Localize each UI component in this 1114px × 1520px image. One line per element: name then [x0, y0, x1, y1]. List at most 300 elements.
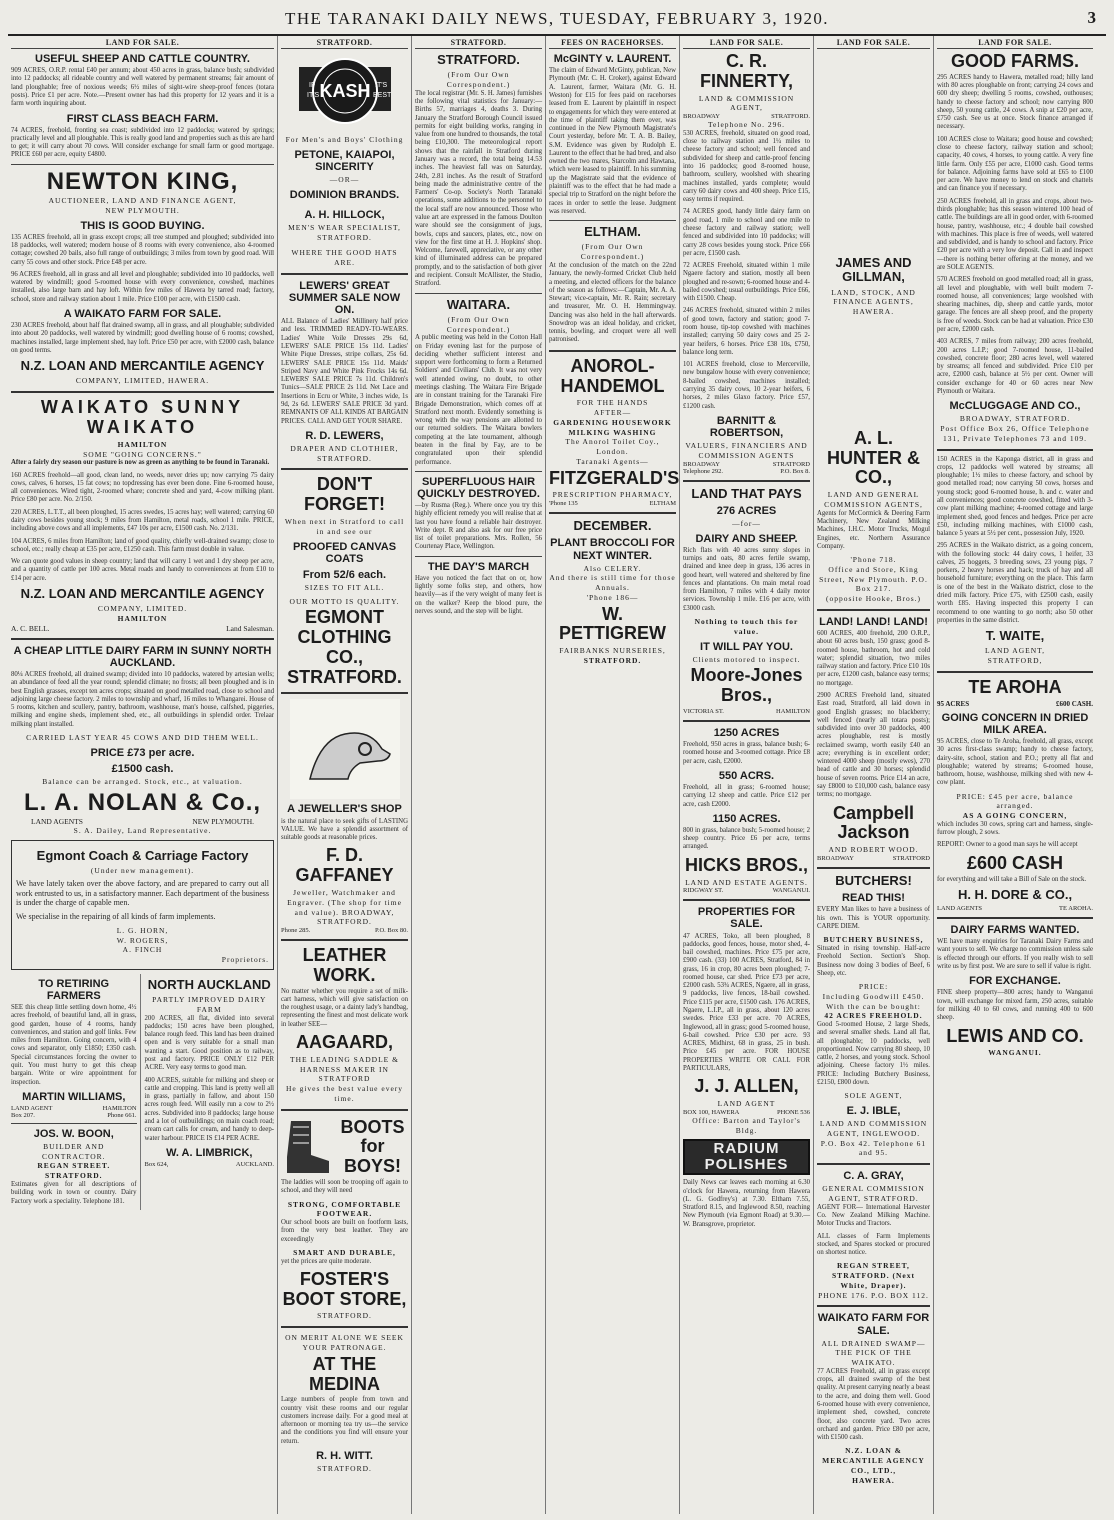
- ad-text: 74 ACRES, freehold, fronting sea coast; subdivided into 12 paddocks; watered by springs; practically level and all ploughable. This is really good land and properties such as this are hard to get; it will carry about 70 cows. Will consider exchange for small farm or good mortgage. PRICE £60 per acre, equity £4800.: [11, 126, 274, 159]
- divider: [549, 220, 676, 221]
- divider: [937, 449, 1093, 451]
- column-6: [814, 36, 934, 1514]
- ad-text: We can quote good values in sheep country; land that will carry 1 wet and 1 dry sheep per acre, and a quantity of cattle per 100 acres. Metal roads and handy to conveniences at from £10 to £14 per acre.: [11, 558, 274, 582]
- ad-heading: THE DAY'S MARCH: [427, 560, 530, 573]
- merchant-tagline: WHERE THE GOOD HATS ARE.: [291, 248, 398, 268]
- ad-text: —by Rusma (Reg.). Where once you try this highly efficient remedy you will realise that at last you have found a reliable hair destroyer. Write dept. R and also ask for our free price list of toilet preparations. Mrs. Rollen, 56 Courtenay Place, Wellington.: [415, 502, 542, 551]
- divider: [11, 391, 274, 393]
- ad-heading: ANOROL-HANDEMOL: [560, 355, 665, 396]
- ad-subheading: 42 ACRES FREEHOLD.: [824, 1011, 923, 1021]
- page-number: 3: [1087, 8, 1096, 27]
- agent-box: Box 207.: [11, 1111, 35, 1119]
- agent-town: HAMILTON: [102, 1104, 137, 1112]
- street: RIDGWAY ST.: [683, 887, 724, 895]
- agent-town: AUCKLAND.: [235, 1160, 274, 1168]
- bottom-split: [11, 974, 274, 1210]
- byline: (From Our Own Correspondent.): [446, 70, 511, 90]
- svg-text:IT'S: IT'S: [306, 92, 319, 99]
- divider: [11, 164, 274, 165]
- ad-heading: DAIRY FARMS WANTED.: [950, 924, 1080, 937]
- ad-text: 80¼ ACRES freehold, all drained swamp; divided into 10 paddocks, watered by artesian wells; an abundance of feed all the year round; splendid climate; no frosts; all been ploughed and is in best English grasses, except ten acres crops; situated on good metalled road, close to school and adjoining large cheese factory. 2 miles to township and wharf, 16 miles to Whangarei. House of 5 rooms, kitchen and scullery, pantry, bathroom, washhouse, man's house, calfshed, piggeries, milking and engine sheds, implement shed, etc., all outbuildings in splendid order. Trelaar milking plant installed.: [11, 670, 274, 728]
- agent-name: A. C. BELL.: [11, 623, 50, 633]
- ad-text: 104 ACRES, 6 miles from Hamilton; land of good quality, chiefly well-drained swamp; close to school, etc.; really cheap at £35 per acre, £1250 cash. This farm must double in value.: [11, 537, 274, 553]
- agent-name: MARTIN WILLIAMS,: [22, 1090, 126, 1103]
- spanned-space: [817, 52, 930, 252]
- agency-line: [683, 708, 810, 715]
- ad-note: Clients motored to inspect.: [692, 654, 801, 664]
- merchant-town: STRATFORD.: [583, 655, 642, 665]
- box: BOX 100, HAWERA: [683, 1108, 740, 1116]
- agency-town: STRATFORD,: [987, 656, 1043, 666]
- cash: £600 CASH.: [1056, 699, 1093, 708]
- section-header: FEES ON RACEHORSES.: [549, 36, 676, 49]
- ad-subheading: FOR THE HANDS: [576, 398, 649, 408]
- builder-address: REGAN STREET. STRATFORD.: [37, 1161, 111, 1181]
- ad-text: 403 ACRES, 7 miles from railway; 200 acres freehold, 200 acres L.I.P.; good 7-roomed house, 11-bailed cowshed, concrete floor; 280 acres level, well watered by streams; all fenced and subdivided. Price £10 per acre, £2000 cash, balance at 5½ per cent. Owner will consider exchange for 40 or 60 acres near New Plymouth or Waitara.: [937, 338, 1093, 395]
- divider: [817, 1305, 930, 1307]
- merchant-sub: FAIRBANKS NURSERIES,: [559, 646, 666, 656]
- merchant-name: A. H. HILLOCK,: [304, 208, 385, 221]
- agency-subtitle: AND ROBERT WOOD.: [828, 845, 919, 855]
- ad-subheading: ALL DRAINED SWAMP—THE PICK OF THE WAIKATO.: [821, 1338, 926, 1368]
- boots-ad-top: [281, 1116, 408, 1179]
- hand-ring-icon: [290, 699, 400, 799]
- ad-heading: FIRST CLASS BEACH FARM.: [66, 112, 219, 125]
- ad-text: 246 ACRES freehold, situated within 2 miles of good town, factory and station; good 7-room house, tip-top cowshed with machines installed; carrying 50 dairy cows and 25 2-year heifers, 6 horses. Price £38 10s, £750, balance long term.: [683, 307, 810, 356]
- office: Office: Barton and Taylor's Bldg.: [692, 1115, 801, 1135]
- agency-line: [11, 817, 274, 826]
- role: LAND AGENTS: [937, 905, 982, 913]
- ad-text: 530 ACRES, freehold, situated on good road, close to railway station and 1¼ miles to cheese factory and school; well fenced and subdivided for sheep and cattle-proof fencing into 16 paddocks; good 8-roomed house, bathroom, scullery, woolshed with shearing machines installed, yards complete; would carry 60 dairy cows and 400 sheep. Price £15, easy terms if required.: [683, 129, 810, 204]
- ad-motto: OUR MOTTO IS QUALITY.: [289, 596, 400, 606]
- divider: [281, 1326, 408, 1328]
- box: P.O. Box 80.: [374, 927, 408, 934]
- ad-text: 600 ACRES, 400 freehold, 200 O.R.P., about 60 acres bush, 150 grass; good 8-roomed house, bathroom, hot and cold water; splendid situation, two miles railway station and factory. Price £10 10s per acre, £1200 cash, balance easy terms; no mortgage.: [817, 629, 930, 687]
- agency-subtitle: GENERAL COMMISSION AGENT, STRATFORD.: [822, 1184, 925, 1203]
- ad-note: Balance can be arranged. Stock, etc., at valuation.: [42, 776, 243, 786]
- ad-heading: TE AROHA: [968, 676, 1062, 697]
- agency-name: Campbell Jackson: [832, 802, 915, 843]
- ad-subheading: READ THIS!: [842, 892, 905, 905]
- town: STRATFORD.: [771, 113, 810, 121]
- ad-intro: After a fairly dry season our pasture is now as green as anything to be found in Taranaki.: [11, 459, 270, 467]
- street: BROADWAY: [683, 460, 720, 468]
- agency-line: [937, 905, 1093, 912]
- divider: [415, 293, 542, 294]
- ad-text: PLANT BROCCOLI FOR NEXT WINTER.: [550, 537, 675, 562]
- agency-subtitle: LAND AND COMMISSION AGENT, INGLEWOOD.: [819, 1119, 928, 1138]
- ad-text: Daily News car leaves each morning at 6.30 o'clock for Hawera, returning from Hawera (L. G. Godfrey's) at 7.30. Eltham 7.55, Stratford 8.15, and Inglewood 8.50, reaching New Plymouth (via Egmont Road) at 9.30.—W. Bransgrove, proprietor.: [683, 1179, 810, 1228]
- ad-price: From 52/6 each.: [302, 568, 387, 581]
- phone: 'Phone 718.: [850, 555, 897, 565]
- ad-text: We have lately taken over the above factory, and are prepared to carry out all work entrusted to us, in a satisfactory manner. Each department of the business is under the charge of capable men.: [16, 878, 269, 908]
- article-text: The claim of Edward McGinty, publican, New Plymouth (Mr. C. H. Croker), against Edward A. Laurent, farmer, Waitara (Mr. G. H. Weston) for £15 for fees paid on racehorses leased from E. Laurent by plaintiff in respect to engagements for which they were entered at the time of plaintiff taking them over, was continued in the New Plymouth Magistrate's Court yesterday, before Mr. T. A. B. Bailey, S.M. Evidence was given by Rudolph E. Laurent to the effect that he had bred, and also owned the two mares, Starcolm and Hawtana, which were leased to plaintiff. In his summing up the Magistrate said that the evidence of plaintiff was to the effect that he had made a special trip to Stratford on the night before the races in order to settle the lease. Judgment was reserved.: [549, 67, 677, 215]
- ad-heading: WAIKATO SUNNY WAIKATO: [40, 397, 245, 438]
- town: STRATFORD: [892, 854, 930, 862]
- ad-heading: A JEWELLER'S SHOP: [287, 803, 402, 816]
- ad-text: 570 ACRES freehold on good metalled road; all in grass, all level and ploughable, with well built modern 7-roomed house, all conveniences; large woolshed with shearing machines, dip, sheep and cattle yards, motor garage. The fences are all sheep proof, and the property is free of weeds. Stock can be had at valuation. Price £30 per acre, £2000 cash.: [937, 276, 1093, 333]
- column-1: [8, 36, 278, 1514]
- ad-text: —for—: [732, 518, 761, 528]
- divider: [817, 609, 930, 611]
- ad-text: EVERY Man likes to have a business of his own. This is YOUR opportunity. CARPE DIEM.: [817, 906, 930, 930]
- agent-phone: Phone 661.: [107, 1111, 137, 1119]
- ad-text: FINE sheep property—800 acres; handy to Wanganui town, will exchange for mixed farm, 250 acres, suitable for milking 40 to 60 cows, and running 400 to 600 sheep.: [937, 989, 1093, 1022]
- ad-note: IT WILL PAY YOU.: [700, 640, 793, 653]
- merchant-name: FITZGERALD'S: [549, 467, 680, 488]
- ad-heading: LEWERS' GREAT SUMMER SALE NOW ON.: [288, 279, 401, 317]
- phone: PHONE 536: [776, 1108, 810, 1116]
- merchant-tagline: He gives the best value every time.: [285, 1084, 404, 1103]
- proprietor: W. ROGERS,: [116, 935, 169, 945]
- agency-subtitle: LAND AGENT,: [984, 646, 1046, 656]
- ad-note: SIZES TO FIT ALL.: [304, 582, 385, 592]
- contact-line: [549, 500, 676, 507]
- ad-text: 400 ACRES, suitable for milking and sheep or cattle and cropping. This land is pretty well all in grass, partially in fallow, and about 150 acres rough feed. Will easily run a cow to 2½ acres. Subdivided into 8 paddocks; large house and a lot of outbuildings; on main coach road; cream cart calls for cream, and handy to deep-water harbour. PRICE IS £14 PER ACRE.: [144, 1076, 274, 1142]
- ad-text: 74 ACRES good, handy little dairy farm on good road, 1 mile to school and one mile to cheese factory and railway station; well fenced and subdivided into 10 paddocks; will carry 28 cows besides young stock. Price £66 per acre, £1500 cash.: [683, 208, 810, 257]
- spanned-space: [817, 317, 930, 427]
- ad-heading: DECEMBER.: [573, 518, 652, 534]
- ad-subheading: GOING CONCERN IN DRIED MILK AREA.: [941, 711, 1089, 736]
- article-heading: WAITARA.: [446, 296, 511, 312]
- ad-text: AGENT FOR— International Harvester Co. New Zealand Milking Machine. Motor Trucks and Tractors.: [817, 1203, 930, 1228]
- ad-text: For Men's and Boys' Clothing: [285, 135, 404, 144]
- phone: 'Phone 186—: [586, 592, 639, 602]
- agent-line: [11, 624, 274, 633]
- ad-tagline: ON MERIT ALONE WE SEEK YOUR PATRONAGE.: [285, 1333, 404, 1352]
- street: VICTORIA ST.: [683, 707, 724, 715]
- masthead: [8, 6, 1106, 36]
- column-3: [412, 36, 546, 1514]
- ad-heading: 550 ACRS.: [718, 769, 775, 782]
- town: STRATFORD: [772, 460, 810, 468]
- ad-note: Including Goodwill £450.: [822, 991, 925, 1001]
- ad-note: With the can be bought:: [826, 1001, 921, 1011]
- agency-name: Moore-Jones Bros.,: [690, 665, 803, 706]
- column-7: [934, 36, 1096, 1514]
- section-header: LAND FOR SALE.: [11, 36, 274, 49]
- agency-name: LEWIS AND CO.: [946, 1025, 1084, 1046]
- ad-product: SMART AND DURABLE,: [293, 1247, 396, 1257]
- divider: [549, 350, 676, 352]
- street: BROADWAY: [817, 854, 854, 862]
- ad-heading: A CHEAP LITTLE DAIRY FARM IN SUNNY NORTH AUCKLAND.: [13, 644, 272, 669]
- north-auckland-ad: [145, 974, 274, 1210]
- agency-subtitle: LAND AGENT: [717, 1099, 776, 1109]
- contact-line: [683, 1109, 810, 1116]
- agency-subtitle: BROADWAY, STRATFORD.: [959, 414, 1071, 424]
- merchant-name: W. PETTIGREW: [559, 603, 666, 644]
- retiring-ad: [11, 974, 141, 1210]
- ad-text: REPORT: Owner to a good man says he will accept: [937, 841, 1078, 849]
- divider: [281, 939, 408, 941]
- proprietor: L. G. HORN,: [116, 925, 169, 935]
- divider: [415, 471, 542, 472]
- ad-subheading: (Under new management).: [90, 866, 195, 876]
- ad-text: AFTER—: [593, 408, 632, 418]
- agency-rep: S. A. Dailey, Land Representative.: [73, 826, 212, 835]
- phone: Telephone 292.: [683, 467, 723, 475]
- divider: [11, 1123, 137, 1124]
- contact-line: Post Office Box 26, Office Telephone 131, Private Telephones 73 and 109.: [940, 424, 1090, 443]
- ad-text: WE have many enquiries for Taranaki Dairy Farms and want yours to sell. We charge no commission unless sale is effected through our efforts. If you really wish to sell write us by first post. We are sure to sell if value is right.: [937, 938, 1093, 971]
- svg-text:IT'S: IT'S: [374, 82, 387, 89]
- merchant-name: R. D. LEWERS,: [305, 429, 384, 442]
- ad-subheading: AS A GOING CONCERN,: [962, 811, 1068, 821]
- agent-role: Land Salesman.: [226, 623, 274, 633]
- ad-text: Freehold, all in grass; 6-roomed house; carrying 12 sheep and cattle. Price £12 per acre, cash £2000.: [683, 783, 810, 808]
- proprietor: A. FINCH: [122, 945, 163, 955]
- builder-name: JOS. W. BOON,: [33, 1127, 114, 1140]
- town: ELTHAM: [649, 500, 676, 508]
- ad-subheading: 276 ACRES: [716, 504, 777, 517]
- contact-line: PHONE 176. P.O. BOX 112.: [818, 1290, 929, 1300]
- ad-text: 150 ACRES in the Kaponga district, all in grass and crops, 12 paddocks well watered by streams; all ploughable; 1½ miles to cheese factory, and school by good metalled road; now carrying 50 cows, horses and young stock; good 6-roomed house, h. and c. water and all conveniences; good concrete cowshed, fitted with 3-cow plant milking machine; 4-roomed cottage and large implement shed, good fences and hedges. Price per acre £50, including milking machines, with £1000 cash, balance 5 years at 5½ per cent., possession July, 1920.: [937, 455, 1093, 538]
- street: BROADWAY: [683, 113, 720, 121]
- contact-line: [281, 927, 408, 934]
- agency-town: NEW PLYMOUTH.: [192, 817, 254, 826]
- ad-product: STRONG, COMFORTABLE FOOTWEAR.: [287, 1199, 402, 1219]
- agency-name: C. R. FINNERTY,: [699, 51, 793, 91]
- agency-subtitle: AUCTIONEER, LAND AND FINANCE AGENT,: [48, 196, 237, 206]
- ad-price: PRICE: £45 per acre, balance arranged.: [956, 791, 1074, 811]
- divider: [281, 468, 408, 470]
- agency-town: HAWERA.: [852, 1475, 895, 1485]
- ad-subheading: BUTCHERY BUSINESS,: [823, 935, 924, 945]
- ad-text: Have you noticed the fact that on or, how lightly some folks step, and others, how heavily—as if the very weight of many feet is on the walker? Keep the blood pure, the nerves sound, and the step will be light.: [415, 574, 542, 615]
- section-header: STRATFORD.: [415, 36, 542, 49]
- divider: [817, 867, 930, 869]
- agency-line: [683, 461, 810, 468]
- agency-line: [683, 887, 810, 894]
- ad-heading: LAND THAT PAYS: [691, 485, 802, 501]
- agency-subtitle: LAND AND ESTATE AGENTS.: [685, 877, 808, 887]
- ad-text: 160 ACRES freehold—all good, clean land, no weeds, never dries up; now carrying 75 dairy cows, calves, 6 horses, 15 fat cows; no topdressing has ever been done. Fine 6-roomed house, all conveniences. Wired tight, 2-roomed whare; concrete shed and yard, 4-cow milking plant. Price £80 per acre. No. 2/150.: [11, 471, 274, 504]
- ad-text: 230 ACRES freehold, about half flat drained swamp, all in grass, and all ploughable; subdivided into about 20 paddocks, well watered by windmill; good dwelling house of 6 rooms; cowshed, machines installed, large implement shed, hay loft. Price £50 per acre, with £2000 cash, balance on good terms.: [11, 322, 274, 354]
- merchant-name: FOSTER'S BOOT STORE,: [282, 1268, 407, 1309]
- ad-company: The Anorol Toilet Coy., London.: [565, 437, 660, 457]
- box: P.O. Box 8.: [780, 467, 810, 475]
- ad-heading: 1150 ACRES.: [712, 812, 781, 825]
- ad-text: 250 ACRES freehold, all in grass and crops, about two-thirds ploughable; has this season wintered 100 head of cattle. The buildings are all in good order, with 6-roomed house, pantry, washhouse, etc.; 4 double bail cowshed with machines. This place is free of weeds, well watered and subdivided, and is handy to school and factory. Price £20 per acre with a very low deposit. Call in and inspect—there is nothing better offering at the money, and we are SOLE AGENTS.: [937, 197, 1093, 271]
- article-text: At the conclusion of the match on the 22nd January, the newly-formed Cricket Club held a meeting, and elected officers for the balance of the season as follows:—Captain, Mr. A. A. Stewart; vice-captain, Mr. R. Rain; secretary and treasurer, Mr. O. H. Hemmingway. Dancing was also held in the hall afterwards. Snowdrop was an ideal holiday, and cricket, tennis, bowling, and croquet were all well patronised.: [549, 261, 676, 344]
- masthead-title: THE TARANAKI DAILY NEWS, TUESDAY, FEBRUARY 3, 1920.: [285, 9, 829, 28]
- ad-text: Good 5-roomed House, 2 large Sheds, and several smaller sheds. Land all flat, all ploughable; 10 paddocks, well proportioned. Now carrying 80 sheep, 10 cattle, 2 horses, and young stock. School adjoining. Cheese factory 1½ miles. PRICE: Including Butchery Business, £2150, £800 down.: [817, 1021, 930, 1087]
- kash-logo-icon: [297, 53, 393, 131]
- ad-text: And there is still time for those Annuals.: [549, 573, 676, 593]
- ad-subheading: SOME "GOING CONCERNS.": [83, 449, 202, 459]
- town-name: HAMILTON: [117, 614, 168, 624]
- ad-heading: AT THE MEDINA: [309, 1353, 380, 1394]
- ad-text: 72 ACRES Freehold, situated within 1 mile Ngaere factory and station, mostly all been ploughed and re-sown; 6-roomed house and 4-bailed cowshed; usual outbuildings. Price £66, with £1500. Cheap.: [683, 262, 810, 303]
- merchant-town: STRATFORD.: [317, 1311, 372, 1321]
- article-text: A public meeting was held in the Cotton Hall on Friday evening last for the purpose of deciding whether sufficient interest and support were forthcoming to form a Returned Soldiers' and Civilians' Club. It was not very well attended owing, no doubt, to other meetings clashing. The Waitara Fire Brigade are in constant training for the Taranaki Fire Brigade Demonstration, which comes off at Stratford next month. Evidently something is wrong with the way pensions are allotted to our returned soldiers. The Waitara bowlers competing at the late tournament, although beaten in the final by Fay, are to be congratulated upon their splendid performance.: [415, 334, 542, 466]
- ad-cash: £1500 cash.: [111, 762, 174, 775]
- agency-name: T. WAITE,: [985, 628, 1045, 644]
- acreage: 95 ACRES: [937, 699, 970, 708]
- agency-name: McCLUGGAGE AND CO.,: [949, 400, 1081, 413]
- ad-heading: Egmont Coach & Carriage Factory: [36, 847, 249, 863]
- ad-text: When next in Stratford to call in and see our: [284, 517, 405, 536]
- town: HAMILTON: [776, 707, 810, 715]
- builder-role: BUILDER AND CONTRACTOR.: [41, 1141, 106, 1161]
- ad-heading: LAND! LAND! LAND!: [819, 615, 928, 628]
- ad-heading: PROPERTIES FOR SALE.: [697, 906, 796, 931]
- ad-text: 95 ACRES, close to Te Aroha, freehold, all grass, except 30 acres first-class swamp; handy to cheese factory, dairy-site, school, station and P.O.; pretty all flat and ploughable; watered by streams; 6-roomed house, bathroom, house, washhouse, milking shed with new 4-cow plant.: [937, 737, 1093, 787]
- brand-line: PETONE, KAIAPOI, SINCERITY: [294, 148, 395, 173]
- office-note: (opposite Hooke, Bros.): [825, 594, 922, 604]
- divider: [937, 671, 1093, 673]
- merchant-name: AAGAARD,: [296, 1032, 393, 1052]
- divider: [281, 692, 408, 694]
- agency-line: [817, 855, 930, 862]
- merchant-name: F. D. GAFFANEY: [295, 845, 394, 886]
- section-header: STRATFORD.: [281, 36, 408, 49]
- ad-text: 47 ACRES, Toko, all been ploughed, 8 paddocks, good fences, house, motor shed, 4-bail cowshed, machines. Price £75 per acre, £900 cash. (33) 100 ACRES, Stratford, 84 in grass, 16 in crop, 80 acres been ploughed; 7-roomed house, car shed. Price £73 per acre, £2000 cash. 53¾ ACRES, Ngaere, all in grass, 9 paddocks, live fences, 18-bail cowshed. Price £115 per acre, £1500 cash. 176 ACRES, Ngaere, L.I.P., all in grass, about 120 acres swedes. Price £33 per acre. 70 ACRES, Inglewood, all in grass; good 5-roomed house, 6-bail cowshed. Price £30 per acre. 93 ACRES, Midhirst, 68 in grass, 25 in bush. Price £45 per acre. FOR HOUSE PROPERTIES WRITE OR CALL FOR PARTICULARS,: [683, 932, 810, 1072]
- ad-heading: BOOTS for BOYS!: [340, 1116, 405, 1177]
- ad-text: 100 ACRES close to Waitara; good house and cowshed; close to cheese factory, railway station and school; capacity, 40 cows, 4 horses, to young cattle. A very fine little farm. Only £55 per acre, £1000 cash. Good terms for balance. Adjoining farms have sold at £65 to £100 per acre. We have money to lend on stock and chattels and can finance you if necessary.: [937, 135, 1093, 193]
- agency-name: N.Z. LOAN AND MERCANTILE AGENCY: [20, 585, 265, 601]
- section-header: LAND FOR SALE.: [817, 36, 930, 49]
- agency-subtitle: COMPANY, LIMITED.: [97, 604, 188, 614]
- section-header: LAND FOR SALE.: [683, 36, 810, 49]
- proprietors-label: Proprietors.: [221, 955, 269, 965]
- divider: [683, 899, 810, 901]
- agency-subtitle: COMPANY, LIMITED, HAWERA.: [75, 376, 210, 386]
- ad-price: PRICE £73 per acre.: [90, 746, 195, 759]
- ad-heading: GOOD FARMS.: [950, 51, 1079, 71]
- agent-role: LAND AGENT: [11, 1104, 53, 1112]
- merchant-name: R. H. WITT.: [316, 1450, 373, 1462]
- merchant-town: STRATFORD.: [317, 1464, 372, 1474]
- ad-price: £600 CASH: [966, 852, 1064, 873]
- egmont-ad: [11, 840, 274, 970]
- ad-text: We specialise in the repairing of all kinds of farm implements.: [16, 912, 216, 922]
- ad-heading: LEATHER WORK.: [302, 945, 387, 985]
- ad-text: The laddies will soon be trooping off again to school, and they will need: [281, 1178, 408, 1195]
- divider: [11, 638, 274, 640]
- article-heading: ELTHAM.: [584, 224, 641, 240]
- ad-text: 2900 ACRES Freehold land, situated East road, Stratford, all laid down in good English grasses; no blackberry; well fenced (nearly all totara posts); subdivided into over 30 paddocks, 400 acres ploughable, rest is mostly reclaimed swamp, worth easily £40 an acre; everything is in excellent order; wintered 4000 sheep (mostly ewes), 270 head of cattle and 30 horses; splendid house of seven rooms. Price £14 an acre, say £8000 to £10,000 cash, balance easy terms; no mortgage.: [817, 691, 930, 799]
- ad-subheading: DAIRY AND SHEEP.: [695, 532, 798, 545]
- contact-line: [683, 468, 810, 475]
- ad-product: PROOFED CANVAS COATS: [292, 540, 397, 565]
- ad-heading: TO RETIRING FARMERS: [38, 977, 110, 1002]
- agent-contact: [11, 1112, 137, 1119]
- svg-text:BEST: BEST: [372, 92, 391, 99]
- ad-heading: 1250 ACRES: [713, 726, 780, 739]
- merchant-sub: THE LEADING SADDLE & HARNESS MAKER IN STRATFORD: [290, 1054, 399, 1084]
- column-5: [680, 36, 814, 1514]
- divider: [549, 512, 676, 514]
- agency-name: N.Z. LOAN & MERCANTILE AGENCY CO., LTD.,: [822, 1446, 925, 1475]
- article-heading: STRATFORD.: [437, 52, 520, 67]
- ad-text: ALL Balance of Ladies' Millinery half price and less. TRIMMED READY-TO-WEARS. Ladies' White Voile Dresses 29s 6d, LEWERS' SALE PRICE 15s 11d. Ladies' White Pique Dresses, stripe collars, 25s 6d. LEWERS' SALE PRICE 15s 11d. Maids' Striped Navy and White Pink Frocks 14s 6d. LEWERS' SALE PRICE 7s 11d. Children's Tunics—SALE PRICE 2s 11d. Net Lace and Insertions in Ecru or White, 3 inches wide, 1s 9d, 2s 6d. LEWERS' SALE PRICE 3d yard. REMNANTS OF ALL KINDS AT BARGAIN PRICES. CALL AND GET YOUR SHARE.: [281, 318, 408, 425]
- radium-logo: RADIUM POLISHES: [683, 1139, 810, 1175]
- ad-text: is the natural place to seek gifts of LASTING VALUE. We have a splendid assortment of suitable goods at reasonable prices.: [281, 817, 408, 842]
- hand-illustration: [281, 699, 408, 799]
- svg-text:IF: IF: [308, 82, 315, 89]
- divider: [415, 556, 542, 557]
- agency-name: E. J. IBLE,: [846, 1105, 901, 1118]
- ad-text: Also CELERY.: [583, 563, 642, 573]
- columns: [8, 36, 1106, 1514]
- kash-logo: [281, 53, 408, 131]
- agency-subtitle: LAND, STOCK, AND FINANCE AGENTS, HAWERA.: [831, 287, 916, 317]
- column-4: [546, 36, 680, 1514]
- divider: [683, 720, 810, 722]
- ad-text: 135 ACRES freehold, all in grass except crops; all tree stumped and ploughed; subdivided into 18 paddocks, well watered; modern house of 8 rooms with every convenience, also 4-roomed cottage; cowshed 20 bails, also full range of outbuildings; 3 miles from town by good road. Will carry 55 cows and other stock. Price £48 per acre.: [11, 233, 274, 266]
- agency-name: C. A. GRAY,: [843, 1170, 904, 1183]
- svg-text:KASH: KASH: [318, 81, 371, 101]
- divider: [817, 1163, 930, 1165]
- ad-heading: SUPERFLUOUS HAIR QUICKLY DESTROYED.: [417, 475, 540, 500]
- agency-name: H. H. DORE & CO.,: [957, 886, 1073, 902]
- phone: 'Phone 135: [549, 500, 578, 508]
- agency-subtitle: VALUERS, FINANCIERS AND COMMISSION AGENTS: [685, 441, 808, 460]
- ad-text: Freehold, 950 acres in grass, balance bush; 6-roomed house and 3-roomed cottage. Price £8 per acre, cash, £2000.: [683, 741, 810, 765]
- brand-line: DOMINION BRANDS.: [289, 188, 400, 201]
- ad-text: for everything and will take a Bill of Sale on the stock.: [937, 875, 1087, 883]
- phone: Telephone No. 296.: [707, 120, 786, 130]
- agency-name: JAMES AND GILLMAN,: [835, 255, 912, 285]
- byline: (From Our Own Correspondent.): [580, 242, 645, 262]
- ad-heading: A WAIKATO FARM FOR SALE.: [63, 307, 222, 320]
- agent-line: [11, 1105, 137, 1112]
- phone: Phone 285.: [281, 927, 311, 934]
- ad-text: 295 ACRES handy to Hawera, metalled road; hilly land with 80 acres ploughable on front; carrying 24 cows and 600 dry sheep; dwelling 5 rooms, cowshed, outhouses; handy to cheese factory and school; now carrying 800 sheep, 50 young cattle, 24 cows. A snip at £20 per acre, £750 cash. See us at once. Stock finance arranged if necessary.: [937, 73, 1093, 131]
- agent-line: [145, 1161, 274, 1168]
- town: WANGANUI.: [772, 887, 810, 895]
- merchant-sub: MEN'S WEAR SPECIALIST, STRATFORD.: [288, 222, 401, 242]
- ad-text: —OR—: [329, 174, 360, 184]
- ad-agents: Taranaki Agents—: [576, 456, 649, 466]
- agency-subtitle: LAND AND GENERAL COMMISSION AGENTS,: [824, 490, 923, 509]
- agency-line: [683, 113, 810, 120]
- town-name: HAMILTON: [117, 439, 168, 449]
- ad-note: CARRIED LAST YEAR 45 COWS AND DID THEM WELL.: [26, 732, 259, 742]
- address: REGAN STREET, STRATFORD. (Next White, Draper).: [832, 1261, 915, 1290]
- ad-heading: FOR EXCHANGE.: [969, 975, 1061, 988]
- ad-heading: WAIKATO FARM FOR SALE.: [817, 1312, 930, 1337]
- merchant-name: EGMONT CLOTHING CO., STRATFORD.: [287, 607, 402, 687]
- divider: [281, 1109, 408, 1111]
- agency-town: NEW PLYMOUTH.: [105, 205, 180, 215]
- ad-text: Our school boots are built on footform lasts, from the very best leather. They are exceedingly: [281, 1219, 408, 1243]
- ad-text: 295 ACRES in the Waikato district, as a going concern, with the following stock: 44 dairy cows, 1 heifer, 33 calves, 25 hoggets, 3 breeding sows, 23 young pigs, 7 porkers, 2 heavy horses and hack; truck of hay and all household furniture; everything on the place. This farm is one of the best in the Waikato district, close to the dried milk factory. Price £75, with £2500 cash, easily worth £85. Having inspected this property I can recommend to one wanting to go north; also 50 other properties in the same district.: [937, 542, 1093, 624]
- section-header: LAND FOR SALE.: [937, 36, 1093, 49]
- ad-heading: DON'T FORGET!: [304, 474, 385, 515]
- town: TE AROHA.: [1059, 905, 1093, 913]
- ad-text: Estimates given for all descriptions of building work in town or country. Dairy Factory work a speciality. Telephone 181.: [11, 1180, 137, 1205]
- agent-name: W. A. LIMBRICK,: [166, 1146, 253, 1159]
- agency-name: L. A. NOLAN & Co.,: [23, 788, 262, 816]
- boot-icon: [281, 1117, 333, 1177]
- divider: [937, 917, 1093, 919]
- office: Office and Store, King Street, New Plymouth. P.O. Box 217.: [819, 564, 928, 594]
- agency-name: N.Z. LOAN AND MERCANTILE AGENCY: [20, 358, 265, 374]
- byline: (From Our Own Correspondent.): [446, 314, 511, 334]
- agency-name: BARNITT & ROBERTSON,: [709, 414, 784, 439]
- agency-name: J. J. ALLEN,: [694, 1076, 799, 1097]
- divider: [281, 273, 408, 275]
- ad-text: ALL classes of Farm Implements stocked, and Spares stocked or procured on shortest notice.: [817, 1232, 930, 1257]
- ad-subheading: PARTLY IMPROVED DAIRY FARM: [152, 995, 267, 1014]
- ad-price-line: [937, 700, 1093, 708]
- price-label: PRICE:: [858, 982, 889, 992]
- ad-heading: BUTCHERS!: [835, 872, 912, 888]
- agency-role: LAND AGENTS: [31, 817, 83, 826]
